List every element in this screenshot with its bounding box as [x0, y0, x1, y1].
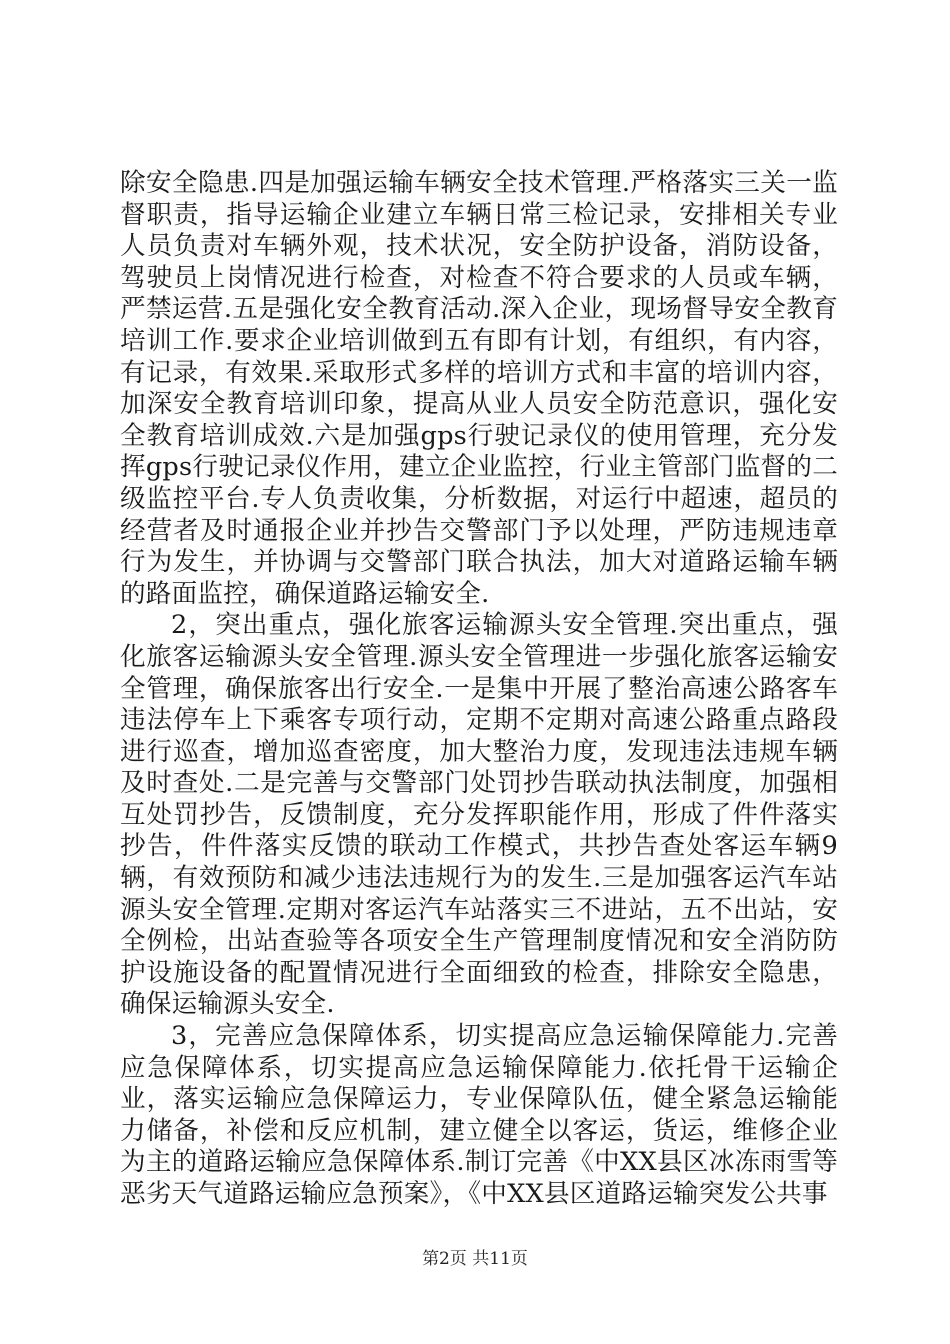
paragraph-2: 2，突出重点，强化旅客运输源头安全管理.突出重点，强化旅客运输源头安全管理.源头安全管理进一步强化旅客运输安全管理，确保旅客出行安全.一是集中开展了整治高速公路客车违法停车上下乘客专项行动，定期不定期对高速公路重点路段进行巡查，增加巡查密度，加大整治力度，发现违法违规车辆及时查处.二是完善与交警部门处罚抄告联动执法制度，加强相互处罚抄告，反馈制度，充分发挥职能作用，形成了件件落实抄告，件件落实反馈的联动工作模式，共抄告查处客运车辆9辆，有效预防和减少违法违规行为的发生.三是加强客运汽车站源头安全管理.定期对客运汽车站落实三不进站，五不出站，安全例检，出站查验等各项安全生产管理制度情况和安全消防防护设施设备的配置情况进行全面细致的检查，排除安全隐患，确保运输源头安全.: [120, 610, 838, 1020]
document-body: [120, 168, 838, 1211]
paragraph-1: 除安全隐患.四是加强运输车辆安全技术管理.严格落实三关一监督职责，指导运输企业建立车辆日常三检记录，安排相关专业人员负责对车辆外观，技术状况，安全防护设备，消防设备，驾驶员上岗情况进行检查，对检查不符合要求的人员或车辆，严禁运营.五是强化安全教育活动.深入企业，现场督导安全教育培训工作.要求企业培训做到五有即有计划，有组织，有内容，有记录，有效果.采取形式多样的培训方式和丰富的培训内容，加深安全教育培训印象，提高从业人员安全防范意识，强化安全教育培训成效.六是加强gps行驶记录仪的使用管理，充分发挥gps行驶记录仪作用，建立企业监控，行业主管部门监督的二级监控平台.专人负责收集，分析数据，对运行中超速，超员的经营者及时通报企业并抄告交警部门予以处理，严防违规违章行为发生，并协调与交警部门联合执法，加大对道路运输车辆的路面监控，确保道路运输安全.: [120, 168, 838, 609]
page-number-footer: 第2页 共11页: [422, 1249, 528, 1269]
paragraph-3: 3，完善应急保障体系，切实提高应急运输保障能力.完善应急保障体系，切实提高应急运输保障能力.依托骨干运输企业，落实运输应急保障运力，专业保障队伍，健全紧急运输能力储备，补偿和反应机制，建立健全以客运，货运，维修企业为主的道路运输应急保障体系.制订完善《中XX县区冰冻雨雪等恶劣天气道路运输应急预案》，《中XX县区道路运输突发公共事: [120, 1021, 838, 1209]
